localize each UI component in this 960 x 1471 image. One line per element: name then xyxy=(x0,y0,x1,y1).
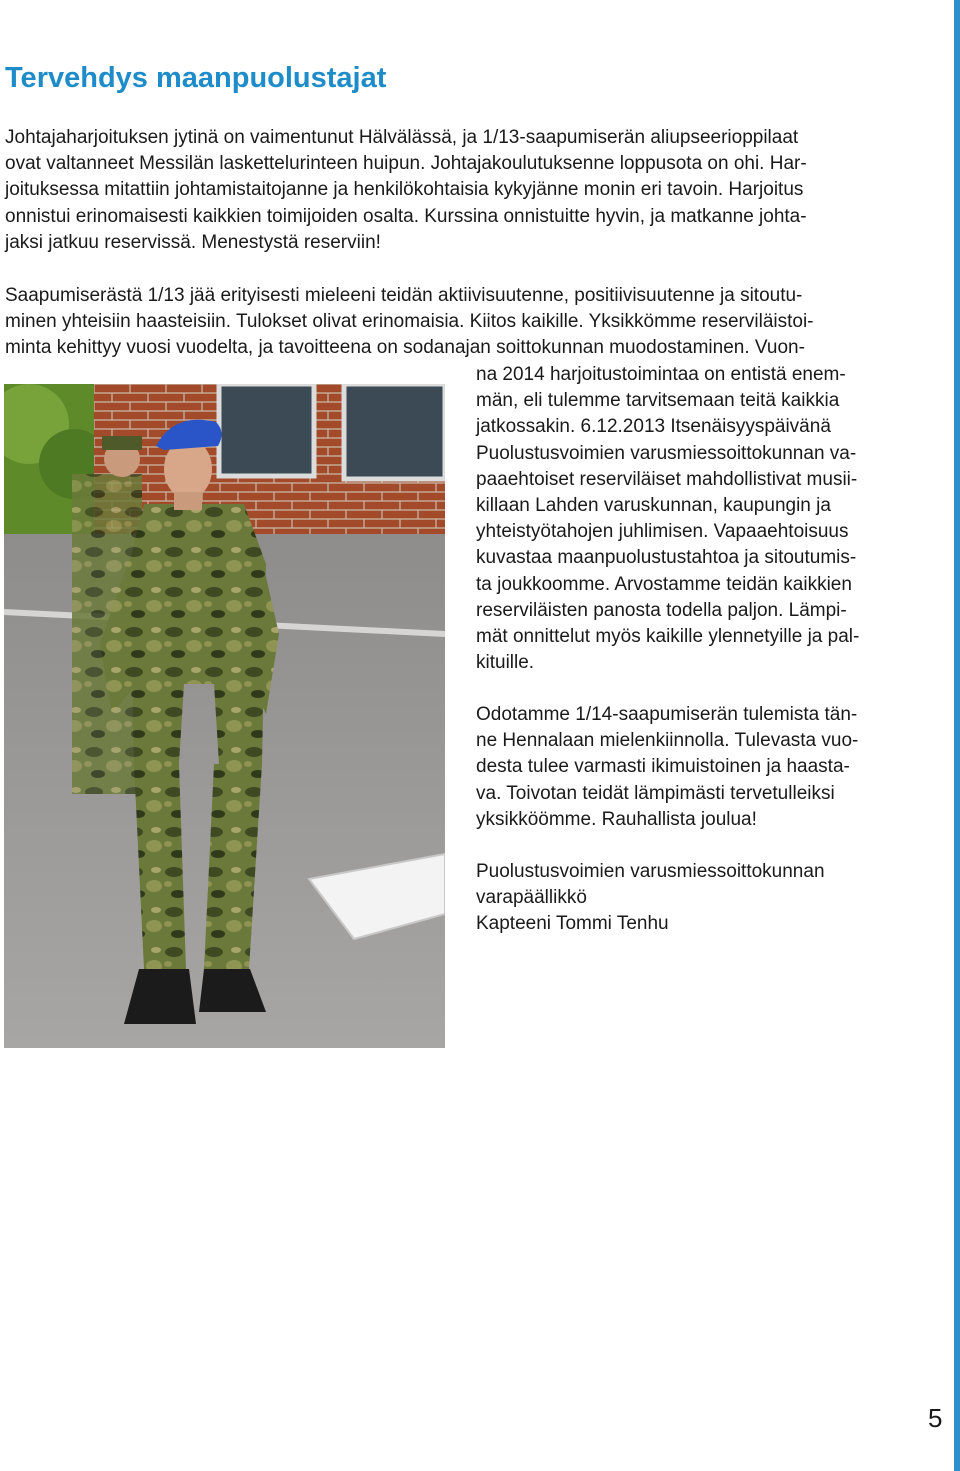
text-line: va. Toivotan teidät lämpimästi tervetulleiksi xyxy=(476,782,835,804)
officer-photo xyxy=(4,384,445,1048)
signature-block xyxy=(476,859,825,938)
text-line: ta joukkoomme. Arvostamme teidän kaikkien xyxy=(476,573,852,595)
text-line: desta tulee varmasti ikimuistoinen ja haasta- xyxy=(476,756,850,778)
paragraph-3 xyxy=(476,702,858,833)
signature-name: Kapteeni Tommi Tenhu xyxy=(476,913,669,935)
text-line: jatkossakin. 6.12.2013 Itsenäisyyspäivänä xyxy=(476,416,831,438)
text-line: minta kehittyy vuosi vuodelta, ja tavoitteena on sodanajan soittokunnan muodostaminen. Vuon- xyxy=(5,337,805,359)
text-line: minen yhteisiin haasteisiin. Tulokset olivat erinomaisia. Kiitos kaikille. Yksikkömme reserviläistoi- xyxy=(5,311,814,333)
text-line: Odotamme 1/14-saapumiserän tulemista tän- xyxy=(476,704,858,725)
page-edge-bar xyxy=(954,0,960,1471)
text-line: killaan Lahden varuskunnan, kaupungin ja xyxy=(476,495,831,517)
paragraph-2-continued xyxy=(476,362,859,676)
text-line: yksikköömme. Rauhallista joulua! xyxy=(476,808,757,830)
signature-organization: Puolustusvoimien varusmiessoittokunnan xyxy=(476,861,825,882)
text-line: ne Hennalaan mielenkiinnolla. Tulevasta vuo- xyxy=(476,730,859,752)
text-line: mät onnittelut myös kaikille ylennetyille ja pal- xyxy=(476,626,860,648)
text-line: Saapumiserästä 1/13 jää erityisesti mieleeni teidän aktiivisuutenne, positiivisuutenne ja sitoutu- xyxy=(5,285,803,306)
article-title: Tervehdys maanpuolustajat xyxy=(5,62,387,94)
text-line: onnistui erinomaisesti kaikkien toimijoiden osalta. Kurssina onnistuitte hyvin, ja matkanne johta- xyxy=(5,205,807,227)
text-line: paaehtoiset reserviläiset mahdollistivat musii- xyxy=(476,468,858,490)
text-line: Puolustusvoimien varusmiessoittokunnan va- xyxy=(476,442,857,464)
text-line: joituksessa mitattiin johtamistaitojanne ja henkilökohtaisia kykyjänne monin eri tavoin. Harjoitus xyxy=(5,179,804,201)
text-line: jaksi jatkuu reservissä. Menestystä reserviin! xyxy=(5,231,381,253)
text-line: män, eli tulemme tarvitsemaan teitä kaikkia xyxy=(476,390,840,412)
text-line: na 2014 harjoitustoimintaa on entistä enem- xyxy=(476,364,846,385)
paragraph-1 xyxy=(5,125,807,256)
text-line: kituille. xyxy=(476,652,535,674)
text-line: yhteistyötahojen juhlimisen. Vapaaehtoisuus xyxy=(476,521,849,543)
text-line: kuvastaa maanpuolustustahtoa ja sitoutumis- xyxy=(476,547,857,569)
text-line: Johtajaharjoituksen jytinä on vaimentunut Hälvälässä, ja 1/13-saapumiserän aliupseerioppilaat xyxy=(5,127,799,148)
text-line: ovat valtanneet Messilän laskettelurinteen huipun. Johtajakoulutuksenne loppusota on ohi. Har- xyxy=(5,153,807,175)
page-number: 5 xyxy=(928,1403,943,1433)
paragraph-2 xyxy=(5,283,814,362)
signature-role: varapäällikkö xyxy=(476,887,587,909)
text-line: reserviläisten panosta todella paljon. Lämpi- xyxy=(476,599,847,621)
